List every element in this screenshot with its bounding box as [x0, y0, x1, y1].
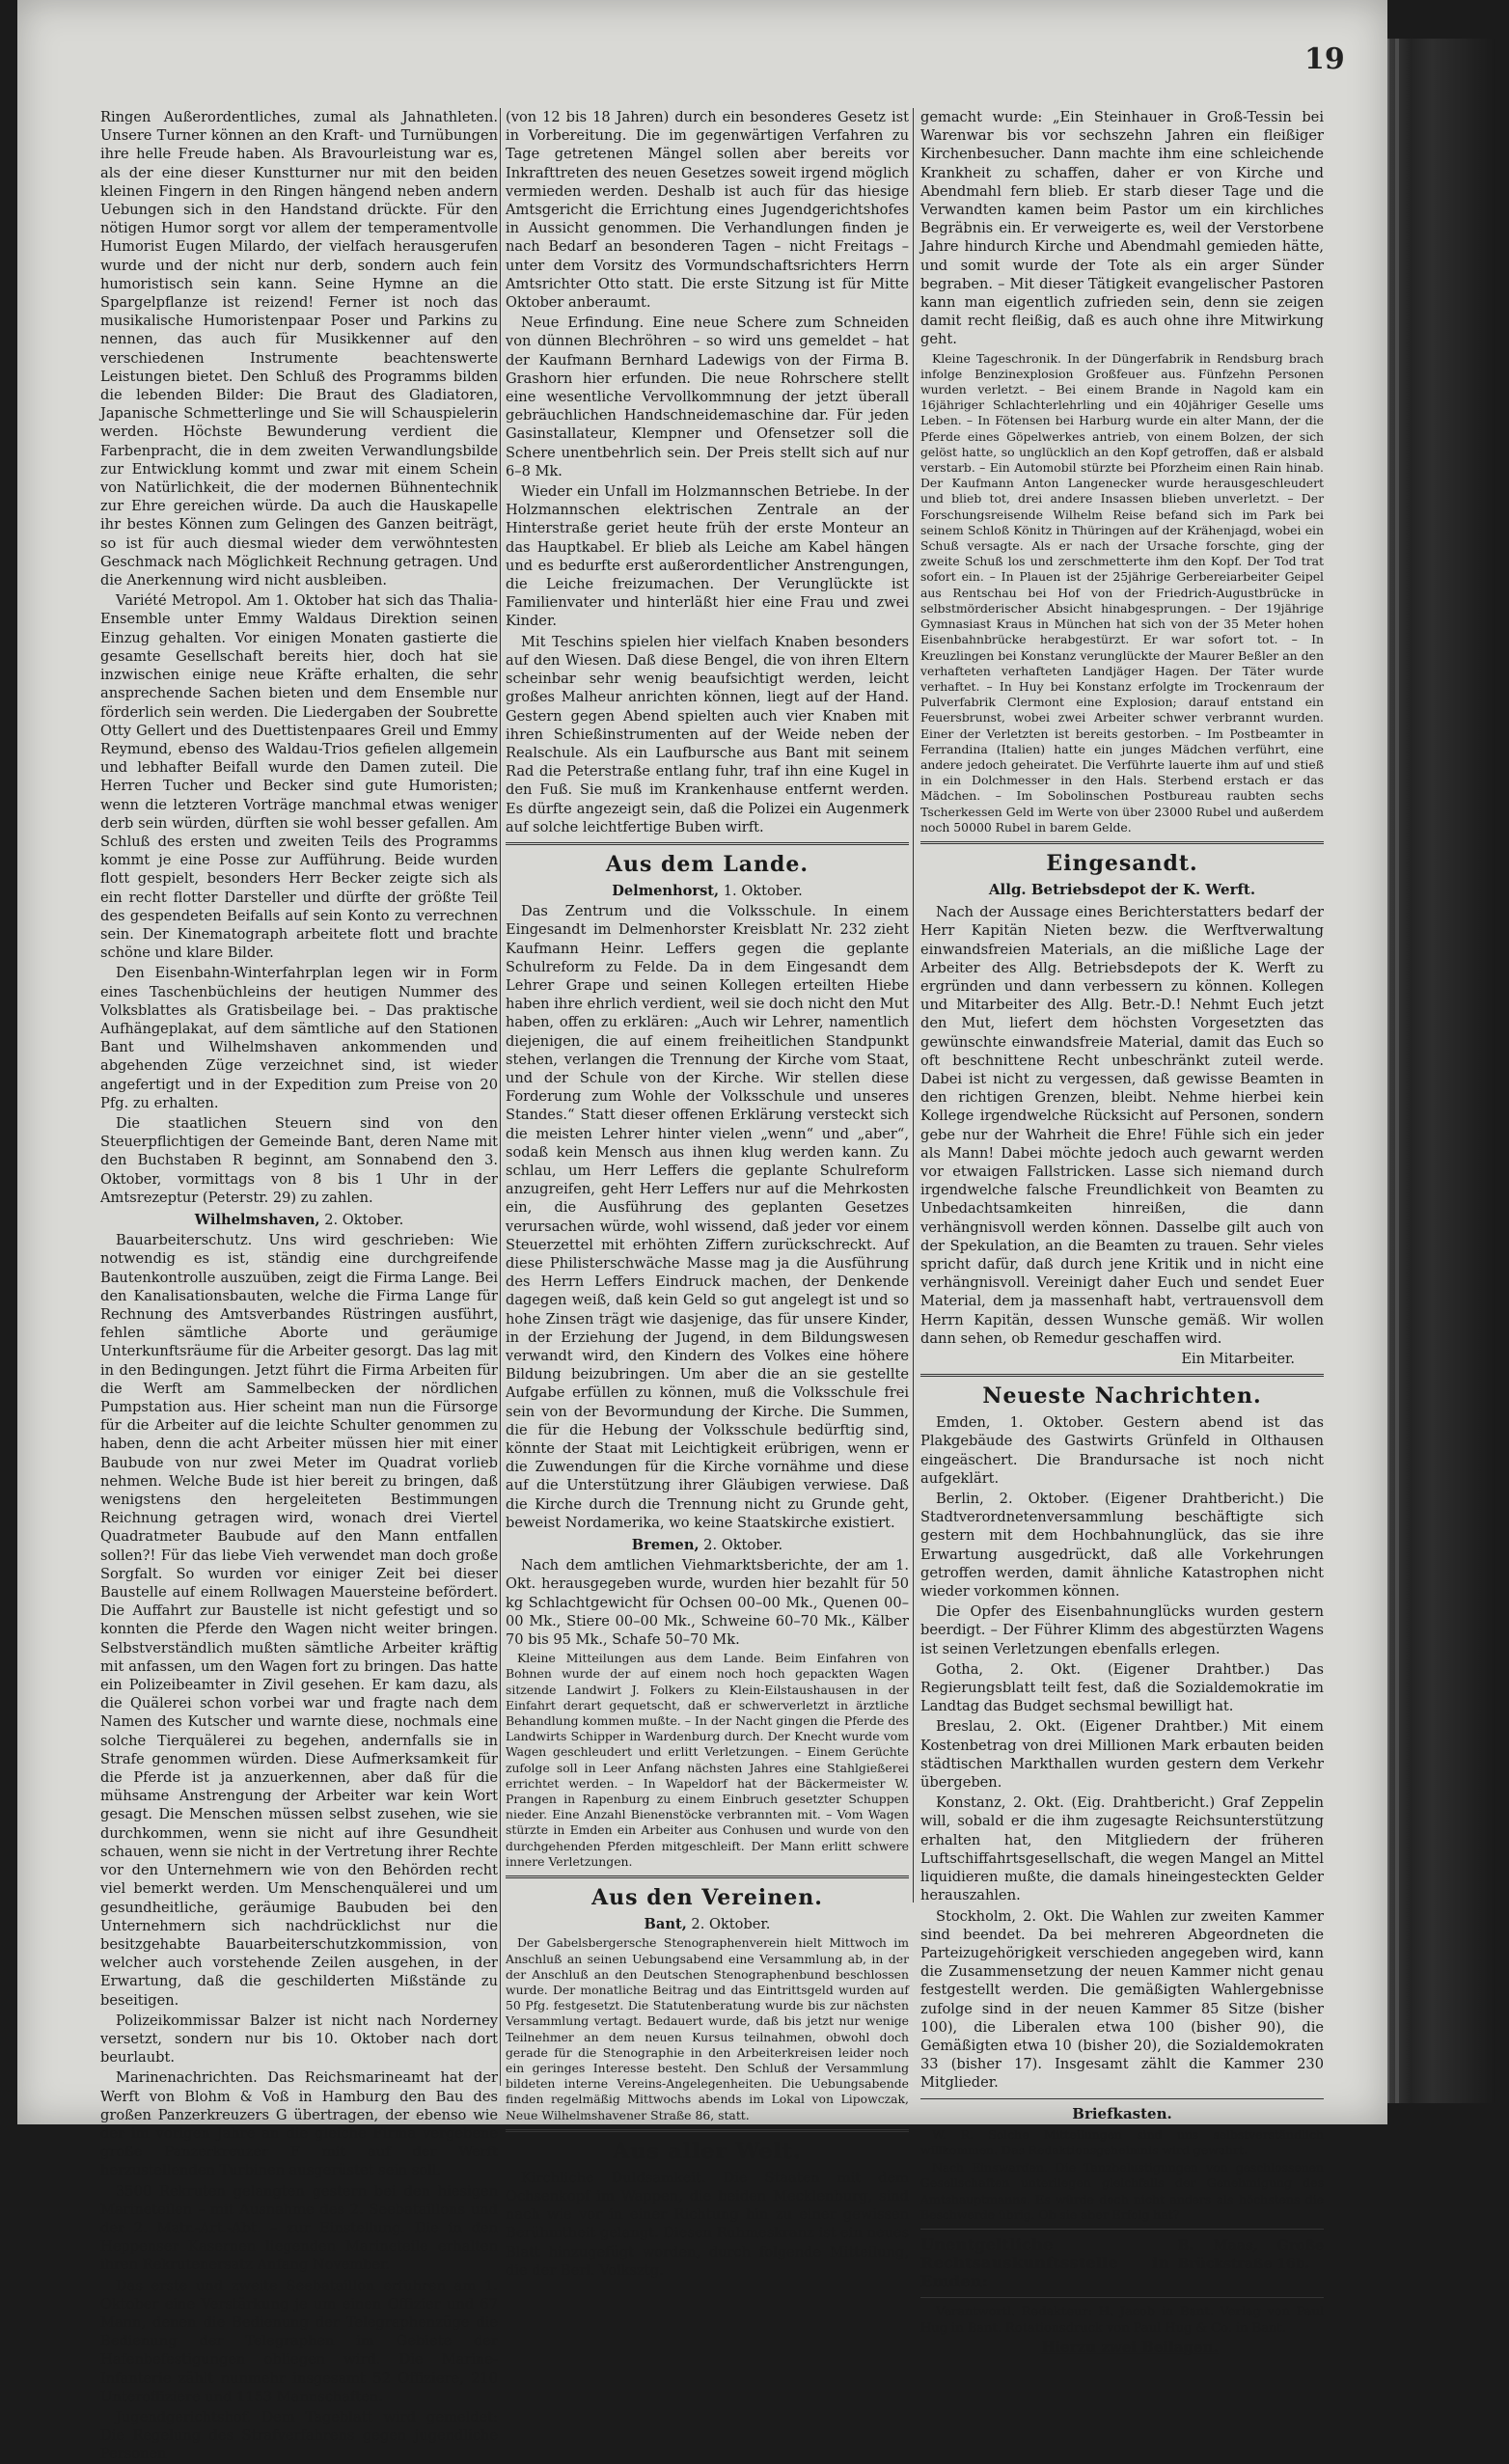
article-fahrplan: Den Eisenbahn-Winterfahrplan legen wir in Form eines Taschenbüchleins der heutigen Nummer des Volksblattes als Gratisbeilage bei. – Das praktische Aufhängeplakat, auf dem sämtliche auf den Stationen Bant und Wilhelmshaven ankommenden und abgehenden Züge verzeichnet sind, ist wieder angefertigt und in der Expedition zum Preise von 20 Pfg. zu erhalten.: [100, 965, 498, 1111]
article-bauarbeiterschutz: Bauarbeiterschutz. Uns wird geschrieben: Wie notwendig es ist, ständig eine durchgreifende Bautenkontrolle auszuüben, zeigt die Firma Lange. Bei den Kanalisationsbauten, welche die Firma Lange für Rechnung des Amtsverbandes Rüstringen ausführt, fehlen sämtliche Aborte und geräumige Unterkunftsräume für die Arbeiter gesorgt. Das lag mit in den Bedingungen. Jetzt führt die Firma Arbeiten für die Werft am Sammelbecken der nördlichen Pumpstation aus. Hier scheint man nun die Fürsorge für die Arbeiter auf die leichte Schulter genommen zu haben, denn die acht Arbeiter müssen hier mit einer Baubude von nur zwei Meter im Quadrat vorlieb nehmen. Welche Bude ist hier bereit zu bringen, daß wenigstens den hergeleiteten Bestimmungen Reichnung getragen wird, wonach drei Viertel Quadratmeter Baubude auf den Mann entfallen sollen?! Für das liebe Vieh verwendet man doch große Sorgfalt. So wurden vor einiger Zeit bei dieser Baustelle auf einem Rollwagen Mauersteine befördert. Die Auffahrt zur Baustelle ist nicht gefestigt und so konnten die Pferde den Wagen nicht weiter bringen. Selbstverständlich mußten sämtliche Arbeiter kräftig mit anfassen, um den Wagen fort zu bringen. Das hatte ein Polizeibeamter in Zivil gesehen. Er kam dazu, als die Quälerei schon vorbei war und fragte nach dem Namen des Kutscher und warnte diese, nochmals eine solche Tierquälerei zu begehen, andernfalls sie in Strafe genommen würden. Diese Aufmerksamkeit für die Pferde ist ja anzuerkennen, aber daß für die mühsame Anstrengung der Arbeiter war kein Wort gesagt. Die Menschen müssen selbst zusehen, wie sie durchkommen, wenn sie nicht auf ihre Gesundheit schauen, wenn sie nicht in der Vertretung ihrer Rechte vor den Unternehmern wie von den Behörden recht viel bemerkt werden. Um Menschenquälerei und um gesundheitliche, geräumige Baubuden bei den Unternehmern sich nachdrücklichst nur die besitzgehabte Bauarbeiterschutzkommission, von welcher auch vorstehende Zeilen ausgehen, in der Erwartung, daß die geschilderten Mißstände zu beseitigen.: [100, 1232, 498, 2009]
news-berlin: Berlin, 2. Oktober. (Eigener Drahtbericht.) Die Stadtverordnetenversammlung beschäftigte sich gestern mit dem Hochbahnunglück, das sie ihre Erwartung ausgedrückt, daß alle Vorkehrungen getroffen werden, damit ähnliche Katastrophen nicht wieder vorkommen können.: [920, 1491, 1324, 1601]
article-stenographenverein: Der Gabelsbergersche Stenographenverein hielt Mittwoch im Anschluß an seinen Uebungsabend eine Versammlung ab, in der der Anschluß an den Deutschen Stenographenbund beschlossen wurde. Der monatliche Beitrag und das Eintrittsgeld wurden auf 50 Pfg. festgesetzt. Die Statutenberatung wurde bis zur nächsten Versammlung vertagt. Bedauert wurde, daß bis jetzt nur wenige Teilnehmer an dem neuen Kursus teilnahmen, obwohl doch gerade für die Stenographie in den Arbeiterkreisen leider noch ein geringes Interesse besteht. Den Schluß der Versammlung bildeten interne Vereins-Angelegenheiten. Die Uebungsabende finden regelmäßig Mittwochs abends im Lokal von Lipowczak, Neue Wilhelmshavener Straße 86, statt.: [506, 1935, 909, 2122]
section-heading-neueste: Neueste Nachrichten.: [982, 1383, 1262, 1410]
article-duldsamkeit: Kirchliche Duldsamkeit. Die Staaten mit dem Ochsenkopf im Wappen, die beiden Mecklenburg, sind nach wie vor in einer Richtung hin zu einer gewissen Berühmtheit gelangt. Diesen Ruhmeskranz ist ein neues Blatt hinzugefügt worden, durch folgende Mitteilung, die der Berl. Volksztg.: [506, 2169, 910, 2279]
section-heading-welt: Aus aller Welt.: [613, 2138, 802, 2164]
article-variete: Variété Metropol. Am 1. Oktober hat sich das Thalia-Ensemble unter Emmy Waldaus Direktion seinen Einzug gehalten. Vor einigen Monaten gastierte die gesamte Gesellschaft bereits hier, doch hat sie inzwischen einige neue Kräfte erhalten, die sehr ansprechende Sachen bieten und dem Ensemble nur förderlich sein werden. Die Liedergaben der Soubrette Otty Gellert und des Duettistenpaares Greil und Emmy Reymund, ebenso des Waldau-Trios gefielen allgemein und lebhafter Beifall wurde den Damen zuteil. Die Herren Tucher und Becker sind gute Humoristen; wenn die letzteren Vorträge manchmal etwas weniger derb sein würden, dürften sie wohl besser gefallen. Am Schluß des ersten und zweiten Teils des Programms kommt je eine Posse zur Aufführung. Beide wurden flott gespielt, besonders Herr Becker zeigte sich als ein recht flotter Darsteller und dürfte der größte Teil des gespendeten Beifalls auf sein Konto zu verrechnen sein. Der Kinematograph arbeitete flott und brachte schöne und klare Bilder.: [100, 592, 498, 962]
supplement-notice: Hierzu zwei Beilagen.: [1041, 2338, 1219, 2356]
brief-item: Nach Einswarden. Die Tanzbelustigungen von geschlossenen Gesellschaften unterliegen gleichfalls der Genehmigung des Amtshauptmanns. Es würde doch nicht anders als höchstens die Beschwerde übrig. Ob sie aber Erfolg hat?: [920, 2160, 1324, 2222]
divider: [920, 1374, 1324, 1377]
divider: [920, 2229, 1324, 2230]
small-chronik-block: [920, 351, 1324, 835]
article-seebataillon: Das erste und zweite Seebataillon erfuhren am 1. Oktober eine Verstärkung je um einen Offizier und 67 Mann, denen die Bedienung der Telegraphenzüge die Bedienung der Telegraphen im Gebiete der Hafenbefestigungen obliegen wird. Die Marine-Infanterie zählt nunmehr insgesamt 52 Offiziere, 210 Unteroffiziere und 1153 Mannschaften.: [100, 2277, 498, 2405]
dateline-bremen: [506, 1536, 909, 1554]
small-vereine-block: [506, 1935, 909, 2122]
dateline-bant: [506, 1915, 909, 1933]
rechtsauskunft-ad: [920, 2235, 1324, 2291]
dateline-date: 1. Oktober.: [723, 882, 803, 899]
article-viehmarkt: Nach dem amtlichen Viehmarktsberichte, der am 1. Okt. herausgegeben wurde, wurden hier bezahlt für 50 kg Schlachtgewicht für Ochsen 00–00 Mk., Quenen 00–00 Mk., Stiere 00–00 Mk., Schweine 60–70 Mk., Kälber 70 bis 95 Mk., Schafe 50–70 Mk.: [506, 1557, 909, 1649]
article-kleine-mitteilungen: Kleine Mitteilungen aus dem Lande. Beim Einfahren von Bohnen wurde der auf einem noch hoch gepackten Wagen sitzende Landwirt J. Folkers zu Klein-Eilstaushausen in der Einfahrt derart gequetscht, daß er schwerverletzt in ärztliche Behandlung kommen mußte. – In der Nacht gingen die Pferde des Landwirts Schipper in Wardenburg durch. Der Knecht wurde vom Wagen geschleudert und erlitt Verletzungen. – Einem Gerüchte zufolge soll in Leer Anfang nächsten Jahres eine Stahlgießerei errichtet werden. – In Wapeldorf hat der Bäckermeister W. Prangen in Rapenburg zu einem Einbruch gesetzter Schuppen nieder. Eine Anzahl Bienenstöcke verbrannten mit. – Vom Wagen stürzte in Emden ein Arbeiter aus Conhusen und wurde von den durchgehenden Pferden mitgeschleift. Der Mann erlitt schwere innere Verletzungen.: [506, 1651, 909, 1869]
dateline-place: Delmenhorst,: [612, 882, 720, 899]
article-jugendgericht-cont: (von 12 bis 18 Jahren) durch ein besonderes Gesetz ist in Vorbereitung. Die im gegenwärtigen Verfahren zu Tage getretenen Mängel sollen aber bereits vor Inkrafttreten des neuen Gesetzes soweit irgend möglich vermieden werden. Deshalb ist auch für das hiesige Amtsgericht die Errichtung eines Jugendgerichtshofes in Aussicht genommen. Die Verhandlungen finden je nach Bedarf an besonderen Tagen – nicht Freitags – unter dem Vorsitz des Vormundschaftsrichters Herrn Amtsrichter Otto statt. Die erste Sitzung ist für Mitte Oktober anberaumt.: [506, 109, 909, 312]
book-binding: [1387, 39, 1495, 2103]
page-number: 19: [1304, 42, 1345, 76]
article-rekruten: 3500 Rekruten gelangten gestern bei den hiesigen Marineteilen – mit Ausnahme des 2. Seebataillons und der 2. Matr.-Art.-Abt. – zur Einstellung. Die in den Heppenser Kasernen liegenden Marineteile erhalten ihren Rekrutenersatz Anfang November.: [100, 2182, 498, 2274]
eingesandt-subheading: Allg. Betriebsdepot der K. Werft.: [988, 880, 1256, 898]
divider: [506, 1875, 909, 1878]
section-heading-vereine: Aus den Vereinen.: [591, 1885, 823, 1911]
dateline-place: Wilhelmshaven,: [194, 1211, 320, 1228]
divider: [506, 842, 909, 845]
article-steuern: Die staatlichen Steuern sind von den Steuerpflichtigen der Gemeinde Bant, deren Name mit den Buchstaben R beginnt, am Sonnabend den 3. Oktober, vormittags von 8 bis 1 Uhr in der Amtsrezeptur (Peterstr. 29) zu zahlen.: [100, 1114, 498, 1206]
article-tageschronik: Kleine Tageschronik. In der Düngerfabrik in Rendsburg brach infolge Benzinexplosion Großfeuer aus. Fünfzehn Personen wurden verletzt. – Bei einem Brande in Nagold kam ein 16jähriger Schlachterlehrling und ein 40jähriger Geselle ums Leben. – In Fötensen bei Harburg wurde ein alter Mann, der die Pferde eines Göpelwerkes antrieb, von einem Bolzen, der sich gelöst hatte, so unglücklich an den Kopf getroffen, daß er alsbald verstarb. – Ein Automobil stürzte bei Pforzheim einen Rain hinab. Der Kaufmann Anton Langenecker wurde herausgeschleudert und blieb tot, drei andere Insassen blieben unverletzt. – Der Forschungsreisende Wilhelm Reise befand sich im Park bei seinem Schloß Könitz in Thüringen auf der Krähenjagd, wobei ein Schuß versagte. Als er nach der Ursache forschte, ging der zweite Schuß los und zerschmetterte ihm den Kopf. Der Tod trat sofort ein. – In Plauen ist der 25jährige Gerbereiarbeiter Geipel aus Rentschau bei Hof von der Friedrich-Augustbrücke in selbstmörderischer Absicht hinabgesprungen. – Der 19jährige Gymnasiast Kraus in München hat sich von der 35 Meter hohen Eisenbahnbrücke herabgestürzt. Er war sofort tot. – In Kreuzlingen bei Konstanz verunglückte der Maurer Beßler an den verhafteten verhafteten Landjäger Hagen. Der Täter wurde verhaftet. – In Huy bei Konstanz erfolgte im Trockenraum der Pulverfabrik Clermont eine Explosion; darauf entstand ein Feuersbrunst, wobei zwei Arbeiter schwer verbrannt wurden. Einer der Verletzten ist bereits gestorben. – Im Postbeamter in Ferrandina (Italien) hatte ein junges Mädchen verführt, eine andere jedoch geheiratet. Die Verführte lauerte ihm auf und stieß in ein Dolchmesser in den Hals. Sterbend erstach er das Mädchen. – Im Sobolinschen Postbureau raubten sechs Tscherkessen Geld im Werte von über 23000 Rubel und außerdem noch 50000 Rubel in barem Gelde.: [920, 350, 1324, 835]
imprint: Verantwortl. Redakteur: H. Jacob in Bant. Verlag von Paul Hug in Bant. Rotationsdruck von Paul Hug & Co. in Bant.: [920, 2304, 1324, 2336]
divider: [920, 2098, 1324, 2099]
ad-detail: B. Maas, Große Brückstraße 16b.: [1177, 2237, 1324, 2273]
article-polizeikommissar: Polizeikommissar Balzer ist nicht nach Norderney versetzt, sondern nur bis 10. Oktober nach dort beurlaubt.: [100, 2012, 498, 2067]
column-rule-1: [500, 108, 501, 2086]
article-zentrum-volksschule: Das Zentrum und die Volksschule. In einem Eingesandt im Delmenhorster Kreisblatt Nr. 232 zieht Kaufmann Heinr. Leffers gegen die geplante Schulreform zu Felde. Da in dem Eingesandt dem Lehrer Grape und seinen Kollegen erteilten Hiebe haben ihre ehrlich verdient, weil sie doch nicht den Mut haben, offen zu erklären: „Auch wir Lehrer, namentlich diejenigen, die auf einem freiheitlichen Standpunkt stehen, verlangen die Trennung der Kirche vom Staat, und der Schule von der Kirche. Wir stellen diese Forderung zum Wohle der Volksschule und unseres Standes.“ Statt dieser offenen Erklärung versteckt sich die meisten Lehrer hinter vielen „wenn“ und „aber“, sodaß kein Mensch aus ihnen klug werden kann. Zu schlau, um Herr Leffers die geplante Schulreform anzugreifen, geht Herr Leffers nur auf die Mehrkosten ein, die Ausführung des geplanten Gesetzes verursachen würde, wohl wissend, daß jeder vor einem Steuerzettel mit erhöhten Ziffern zurückschreckt. Auf diese Philisterschwäche Masse mag ja die Ausführung des Herrn Leffers Eindruck machen, der Denkende dagegen weiß, daß kein Geld so gut angelegt ist und so hohe Zinsen trägt wie dasjenige, das für unsere Kinder, in der Erziehung der Jugend, in dem Bildungswesen verwandt wird, den Kindern des Volkes eine höhere Bildung beizubringen. Um aber die an sie gestellte Aufgabe erfüllen zu können, muß die Volksschule frei sein von der Bevormundung der Kirche. Die Summen, die für die Hebung der Volksschule bedürftig sind, könnte der Staat mit Leichtigkeit erübrigen, wenn er die Zuwendungen für die Kirche vornähme und diese auf die Unterstützung ihrer Gläubigen verwiese. Daß die Kirche durch die Trennung nicht zu Grunde geht, beweist Nordamerika, wo keine Staatskirche existiert.: [506, 903, 909, 1531]
dateline-date: 2. Oktober.: [324, 1211, 404, 1228]
news-opfer: Die Opfer des Eisenbahnunglücks wurden gestern beerdigt. – Der Führer Klimm des abgestürzten Wagens ist seinen Verletzungen ebenfalls erlegen.: [920, 1603, 1324, 1657]
news-konstanz: Konstanz, 2. Okt. (Eig. Drahtbericht.) Graf Zeppelin will, sobald er die ihm zugesagte Reichsunterstützung erhalten hat, den Mitgliedern der früheren Luftschiffahrtsgesellschaft, die wegen Mangel an Mittel liquidieren mußte, die damals hineingesteckten Gelder herauszahlen.: [920, 1794, 1324, 1904]
section-heading-eingesandt: Eingesandt.: [1046, 850, 1198, 876]
news-gotha: Gotha, 2. Okt. (Eigener Drahtber.) Das Regierungsblatt teilt fest, daß die Sozialdemokratie im Landtag das Budget sechsmal bewilligt hat.: [920, 1660, 1324, 1715]
dateline-delmenhorst: [506, 882, 909, 900]
section-heading-lande: Aus dem Lande.: [605, 851, 809, 877]
column-3: [920, 108, 1324, 2356]
article-jugendgerichtshof: Jugendgerichtshof. Dem Tageblatt wird gemeldet: Die Regelung des Strafverfahrens gegen jugendliche Personen: [100, 2408, 498, 2463]
column-2: [506, 108, 910, 2279]
brief-item: W. R. Solche Mitteilungen sind uns selbstverständlich willkommen. Das Redaktionsgeheimnis wird gewahrt.: [920, 2126, 1324, 2157]
divider: [920, 2297, 1324, 2298]
news-emden: Emden, 1. Oktober. Gestern abend ist das Plakgebäude des Gastwirts Grünfeld in Olthausen eingeäschert. Die Brandursache ist noch nicht aufgeklärt.: [920, 1414, 1324, 1487]
dateline-wilhelmshaven: [100, 1211, 498, 1229]
briefkasten-block: [920, 2127, 1324, 2223]
column-rule-2: [913, 108, 914, 1903]
divider: [506, 2129, 909, 2132]
dateline-place: Bant,: [644, 1916, 687, 1933]
dateline-place: Bremen,: [631, 1537, 700, 1554]
article-unfall: Wieder ein Unfall im Holzmannschen Betriebe. In der Holzmannschen elektrischen Zentrale an der Hinterstraße geriet heute früh der erste Monteur an das Hauptkabel. Er blieb als Leiche am Kabel hängen und es bedurfte erst außerordentlicher Anstrengungen, die Leiche freizumachen. Der Verunglückte ist Familienvater und hinterläßt hier eine Frau und zwei Kinder.: [506, 483, 909, 630]
eingesandt-signature: Ein Mitarbeiter.: [1181, 1351, 1295, 1368]
article-steinhauer: gemacht wurde: „Ein Steinhauer in Groß-Tessin bei Warenwar bis vor sechszehn Jahren ein fleißiger Kirchenbesucher. Dann machte ihm eine schleichende Krankheit zu schaffen, daher er von Kirche und Abendmahl fern blieb. Er starb dieser Tage und die Verwandten kamen beim Pastor um ein kirchliches Begräbnis ein. Er verweigerte es, weil der Verstorbene Jahre hindurch Kirche und Abendmahl gemieden hätte, und somit wurde der Tote als ein arger Sünder begraben. – Mit dieser Tätigkeit evangelischer Pastoren kann man eigentlich zufrieden sein, denn sie zeigen damit recht fleißig, daß es auch ohne ihre Mitwirkung geht.: [920, 109, 1324, 348]
article-marinenachrichten: Marinenachrichten. Das Reichsmarineamt hat der Werft von Blohm & Voß in Hamburg den Bau des großen Panzerkreuzers G übertragen, der ebenso wie der im vorigen Jahre an die gleiche Firma vergebene große Panzerkreuzer F mit auf der Werft herzustellenden Turbinen ausgerüstet sein soll.: [100, 2069, 498, 2179]
section-heading-briefkasten: Briefkasten.: [1072, 2104, 1172, 2122]
ad-title: Unentgeltliche Rechtsauskunftsstelle in Emden:: [920, 2234, 1170, 2291]
dateline-date: 2. Oktober.: [691, 1916, 771, 1933]
column-1: [100, 108, 498, 2463]
small-news-block: [506, 1651, 909, 1870]
news-breslau: Breslau, 2. Okt. (Eigener Drahtber.) Mit einem Kostenbetrag von drei Millionen Mark erbauten beiden städtischen Markthallen wurden gestern dem Verkehr übergeben.: [920, 1718, 1324, 1792]
article-text: Ringen Außerordentliches, zumal als Jahnathleten. Unsere Turner können an den Kraft- und Turnübungen ihre helle Freude haben. Als Bravourleistung war es, als der eine dieser Kunstturner nur mit den beiden kleinen Fingern in den Ringen hängend neben andern Uebungen sich in den Handstand drückte. Für den nötigen Humor sorgt vor allem der temperamentvolle Humorist Eugen Milardo, der vielfach herausgerufen wurde und der nicht nur derb, sondern auch fein humoristisch sein kann. Seine Hymne an die Spargelpflanze ist reizend! Ferner ist noch das musikalische Humoristenpaar Poser und Parkins zu nennen, das auch für Musikkenner auf den verschiedenen Instrumente beachtenswerte Leistungen bietet. Den Schluß des Programms bilden die lebenden Bilder: Die Braut des Gladiatoren, Japanische Schmetterlinge und Sie will Schauspielerin werden. Höchste Bewunderung verdient die Farbenpracht, die in dem zweiten Verwandlungsbilde zur Entwicklung kommt und zwar mit einem Schein von Natürlichkeit, die der modernen Bühnentechnik zur Ehre gereichen würde. Da auch die Hauskapelle ihr bestes Können zum Gelingen des Ganzen beiträgt, so ist für auch diesmal wieder dem verwöhntesten Geschmack nach Möglichkeit Rechnung getragen. Und die Anerkennung wird nicht ausbleiben.: [100, 109, 498, 589]
dateline-date: 2. Oktober.: [703, 1537, 783, 1554]
article-erfindung: Neue Erfindung. Eine neue Schere zum Schneiden von dünnen Blechröhren – so wird uns gemeldet – hat der Kaufmann Bernhard Ladewigs von der Firma B. Grashorn hier erfunden. Die neue Rohrschere stellt eine wesentliche Vervollkommnung der jetzt überall gebräuchlichen Handschneidemaschine dar. Für jeden Gasinstallateur, Klempner und Ofensetzer soll die Schere unentbehrlich sein. Der Preis stellt sich auf nur 6–8 Mk.: [506, 315, 909, 479]
article-teschins: Mit Teschins spielen hier vielfach Knaben besonders auf den Wiesen. Daß diese Bengel, die von ihren Eltern scheinbar sehr wenig beaufsichtigt werden, leicht großes Malheur anrichten können, liegt auf der Hand. Gestern gegen Abend spielten auch vier Knaben mit ihren Schießinstrumenten auf der Weide neben der Realschule. Als ein Laufbursche aus Bant mit seinem Rad die Peterstraße entlang fuhr, traf ihn eine Kugel in den Fuß. Sie muß im Krankenhause entfernt werden. Es dürfte angezeigt sein, daß die Polizei ein Augenmerk auf solche leichtfertige Buben wirft.: [506, 633, 909, 835]
article-eingesandt: Nach der Aussage eines Berichterstatters bedarf der Herr Kapitän Nieten bezw. die Werftverwaltung einwandsfreien Materials, an die mißliche Lage der Arbeiter des Allg. Betriebsdepots der K. Werft zu ergründen und dann verbessern zu können. Kollegen und Mitarbeiter des Allg. Betr.-D.! Nehmt Euch jetzt den Mut, liefert dem höchsten Vorgesetzten das gewünschte einwandsfreie Material, damit das Euch so oft beschnittene Recht unbeschränkt zuteil werde. Dabei ist nicht zu vergessen, daß gewisse Beamten in den richtigen Grenzen, bleibt. Nehme hierbei kein Kollege irgendwelche Rücksicht auf Personen, sondern gebe nur der Wahrheit die Ehre! Fühle sich ein jeder als Mann! Dabei möchte jedoch auch gewarnt werden vor etwaigen Fallstricken. Lasse sich niemand durch irgendwelche falsche Freundlichkeit von Beamten zu Unbedachtsamkeiten hinreißen, die dann verhängnisvoll werden können. Dasselbe gilt auch von der Spekulation, an die Beamten zu trauen. Sehr vieles spricht dafür, daß durch jene Kritik und in nicht eine verhängnisvoll. Vereinigt daher Euch und sendet Euer Material, dem ja massenhaft habt, vertrauensvoll dem Herrn Kapitän, dessen Wunsche gemäß. Wir wollen dann sehen, ob Remedur geschaffen wird.: [920, 904, 1324, 1347]
news-stockholm: Stockholm, 2. Okt. Die Wahlen zur zweiten Kammer sind beendet. Da bei mehreren Abgeordneten die Parteizugehörigkeit verschieden angegeben wird, kann die Zusammensetzung der neuen Kammer nicht genau festgestellt werden. Die gemäßigten Wahlergebnisse zufolge sind in der neuen Kammer 85 Sitze (bisher 100), die Liberalen etwa 100 (bisher 90), die Gemäßigten etwa 10 (bisher 20), die Sozialdemokraten 33 (bisher 17). Insgesamt zählt die Kammer 230 Mitglieder.: [920, 1907, 1324, 2092]
divider: [920, 841, 1324, 844]
